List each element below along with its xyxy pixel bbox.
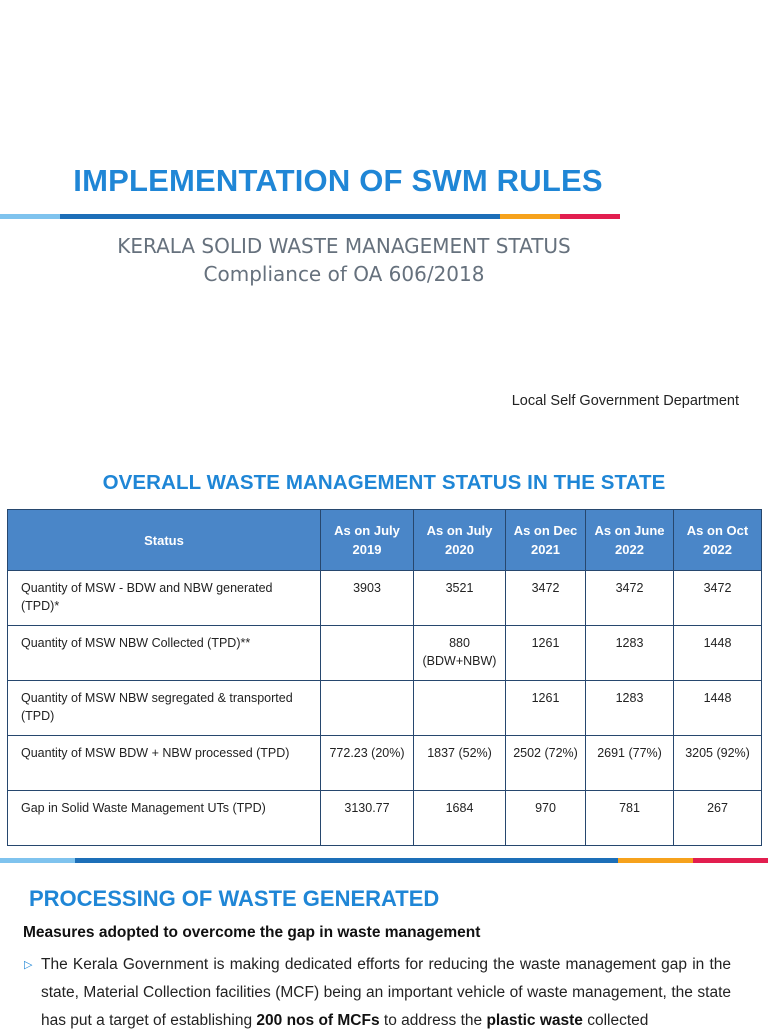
table-cell: 880 (BDW+NBW) [414,626,506,681]
column-header-year: 2022 [703,542,732,557]
table-cell: 1837 (52%) [414,736,506,791]
table-cell: 1261 [506,681,586,736]
table-cell: 3903 [321,571,414,626]
subtitle-line-2: Compliance of OA 606/2018 [203,262,485,286]
column-header-year: 2021 [531,542,560,557]
column-header-label: As on June [594,523,665,538]
table-cell: 3130.77 [321,791,414,846]
column-header-dec-2021 [506,510,586,571]
column-header-year: 2022 [615,542,644,557]
page-title: IMPLEMENTATION OF SWM RULES [73,163,603,198]
subtitle [0,232,688,288]
table-cell: 3472 [506,571,586,626]
table-cell: 3472 [674,571,762,626]
column-header-label: As on Oct [686,523,749,538]
divider-segment-blue [60,214,500,219]
paragraph-text: collected [582,1012,649,1029]
row-label: Quantity of MSW NBW Collected (TPD)** [8,626,321,681]
paragraph-text: to address the [379,1012,487,1029]
column-header-label: As on July [426,523,493,538]
column-header-label: As on Dec [513,523,578,538]
table-header-row [8,510,762,571]
section-heading: PROCESSING OF WASTE GENERATED [29,886,440,911]
section-subheading: Measures adopted to overcome the gap in waste management [23,924,481,941]
table-cell: 781 [586,791,674,846]
divider-segment-orange [618,858,693,863]
body-paragraph [41,951,731,1035]
table-row [8,791,762,846]
column-header-status [8,510,321,571]
table-cell: 1684 [414,791,506,846]
row-label: Gap in Solid Waste Management UTs (TPD) [8,791,321,846]
table-cell: 1448 [674,626,762,681]
divider-segment-blue [75,858,618,863]
divider-segment-red [560,214,620,219]
triangle-right-icon: ▷ [24,959,33,971]
column-header-year: 2019 [352,542,382,557]
row-label: Quantity of MSW NBW segregated & transported (TPD) [8,681,321,736]
table-cell: 2691 (77%) [586,736,674,791]
subtitle-line-1: KERALA SOLID WASTE MANAGEMENT STATUS [117,234,571,258]
table-cell: 3205 (92%) [674,736,762,791]
divider-segment-orange [500,214,560,219]
table-cell: 1283 [586,681,674,736]
table-cell: 772.23 (20%) [321,736,414,791]
table-row [8,626,762,681]
row-label: Quantity of MSW BDW + NBW processed (TPD) [8,736,321,791]
column-header-july-2019 [321,510,414,571]
table-cell: 1283 [586,626,674,681]
divider-segment-red [693,858,768,863]
divider-segment-light-blue [0,214,60,219]
column-header-label: As on July [334,523,400,538]
table-cell: 3521 [414,571,506,626]
table-cell: 970 [506,791,586,846]
table-heading: OVERALL WASTE MANAGEMENT STATUS IN THE STATE [102,471,666,494]
table-cell: 1261 [506,626,586,681]
row-label: Quantity of MSW - BDW and NBW generated (TPD)* [8,571,321,626]
paragraph-text: The Kerala Government is making dedicated efforts for reducing the waste management gap in the state, Material Collection facilities (MCF) being an important vehicle of waste management, the state has put a target of establishing [41,956,731,1029]
department-label: Local Self Government Department [511,393,739,409]
column-header-june-2022 [586,510,674,571]
column-header-label: Status [144,532,184,548]
table-cell: 2502 (72%) [506,736,586,791]
table-cell [321,681,414,736]
table-row [8,571,762,626]
status-table [7,509,762,846]
table-cell: 3472 [586,571,674,626]
paragraph-emphasis: plastic waste [486,1012,583,1029]
column-header-year: 2020 [445,542,474,557]
table-row [8,736,762,791]
table-cell [321,626,414,681]
table-row [8,681,762,736]
divider-segment-light-blue [0,858,75,863]
column-header-july-2020 [414,510,506,571]
table-cell: 1448 [674,681,762,736]
paragraph-emphasis: 200 nos of MCFs [256,1012,380,1029]
column-header-oct-2022 [674,510,762,571]
table-cell: 267 [674,791,762,846]
table-cell [414,681,506,736]
